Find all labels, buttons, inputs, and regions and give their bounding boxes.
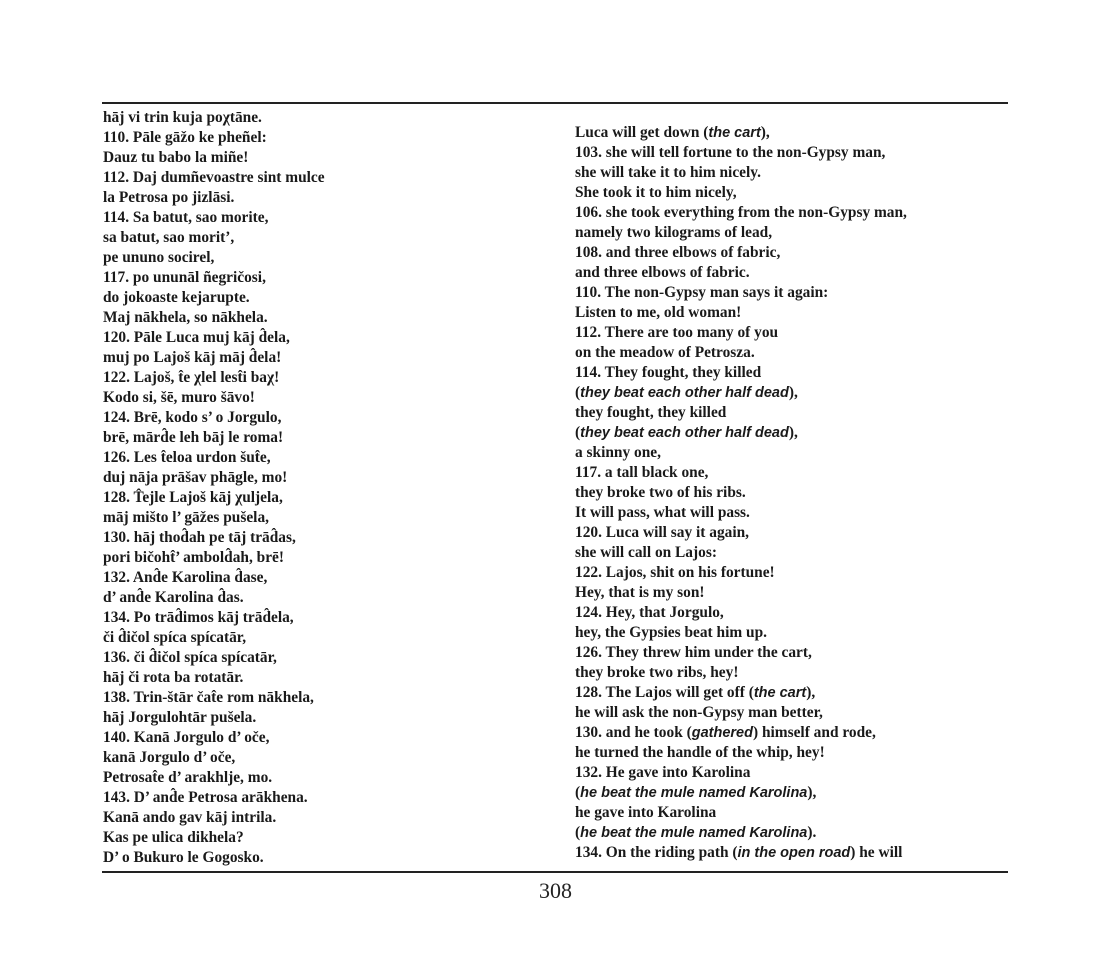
line-text: a skinny one, — [575, 444, 661, 461]
italic-gloss: in the open road — [737, 845, 851, 861]
line-text: she will take it to him nicely. — [575, 164, 761, 181]
translation-line — [575, 683, 907, 703]
line-text: ) himself and rode, — [752, 724, 876, 741]
line-text: 117. a tall black one, — [575, 464, 709, 481]
line-text: 112. There are too many of you — [575, 324, 779, 341]
line-text: ), — [807, 784, 817, 801]
line-text: ( — [575, 784, 581, 801]
italic-gloss: he beat the mule named Karolina — [580, 785, 808, 801]
translation-line — [575, 243, 907, 263]
translation-line — [575, 423, 907, 443]
translation-line — [575, 563, 907, 583]
translation-line — [575, 343, 907, 363]
translation-line — [575, 663, 907, 683]
romani-line: 117. po ununāl ñegričosi, — [103, 269, 266, 286]
line-text: ( — [575, 424, 581, 441]
line-text: 120. Luca will say it again, — [575, 524, 750, 541]
romani-line: 130. hāj thod̂ah pe tāj trād̂as, — [103, 529, 296, 546]
romani-line: 132. And̂e Karolina d̂ase, — [103, 569, 268, 586]
italic-gloss: gathered — [691, 725, 753, 741]
romani-line: Kanā ando gav kāj intrila. — [103, 809, 277, 826]
line-text: 134. On the riding path ( — [575, 844, 738, 861]
romani-line: Dauz tu babo la miñe! — [103, 149, 249, 166]
line-text: 114. They fought, they killed — [575, 364, 762, 381]
translation-line — [575, 503, 907, 523]
romani-line: do jokoaste kejarupte. — [103, 289, 250, 306]
romani-line: Kas pe ulica dikhela? — [103, 829, 244, 846]
line-text: 103. she will tell fortune to the non-Gypsy man, — [575, 144, 886, 161]
romani-line: 126. Les t̂eloa urdon šut̂e, — [103, 449, 271, 466]
translation-line — [575, 743, 907, 763]
translation-line — [575, 523, 907, 543]
line-text: ), — [788, 424, 798, 441]
romani-line: či d̂ičol spíca spícatār, — [103, 629, 247, 646]
line-text: he gave into Karolina — [575, 804, 717, 821]
line-text: ) he will — [850, 844, 903, 861]
line-text: She took it to him nicely, — [575, 184, 737, 201]
translation-line — [575, 283, 907, 303]
romani-line: muj po Lajoš kāj māj d̂ela! — [103, 349, 282, 366]
line-text: 130. and he took ( — [575, 724, 692, 741]
line-text: ( — [575, 824, 581, 841]
translation-line — [575, 363, 907, 383]
translation-line — [575, 303, 907, 323]
romani-line: 136. či d̂ičol spíca spícatār, — [103, 649, 277, 666]
romani-line: 124. Brē, kodo s’ o Jorgulo, — [103, 409, 282, 426]
line-text: they broke two of his ribs. — [575, 484, 746, 501]
translation-line — [575, 723, 907, 743]
italic-gloss: the cart — [753, 685, 807, 701]
romani-line: d’ and̂e Karolina d̂as. — [103, 589, 244, 606]
translation-line — [575, 383, 907, 403]
romani-line: la Petrosa po jizlāsi. — [103, 189, 235, 206]
translation-line — [575, 803, 907, 823]
translation-line — [575, 703, 907, 723]
line-text: Hey, that is my son! — [575, 584, 705, 601]
line-text: 128. The Lajos will get off ( — [575, 684, 754, 701]
romani-line: 128. T̂ejle Lajoš kāj χuljela, — [103, 489, 283, 506]
line-text: 126. They threw him under the cart, — [575, 644, 812, 661]
translation-line — [575, 183, 907, 203]
romani-text-column — [103, 108, 325, 868]
translation-line — [575, 543, 907, 563]
translation-line — [575, 783, 907, 803]
translation-line — [575, 403, 907, 423]
translation-line — [575, 763, 907, 783]
romani-line: 120. Pāle Luca muj kāj d̂ela, — [103, 329, 290, 346]
translation-line — [575, 623, 907, 643]
line-text: ( — [575, 384, 581, 401]
line-text: 132. He gave into Karolina — [575, 764, 751, 781]
romani-line: pe ununo socirel, — [103, 249, 215, 266]
romani-line: hāj Jorgulohtār pušela. — [103, 709, 257, 726]
romani-line: D’ o Bukuro le Gogosko. — [103, 849, 264, 866]
line-text: 122. Lajos, shit on his fortune! — [575, 564, 775, 581]
translation-line — [575, 263, 907, 283]
italic-gloss: they beat each other half dead — [580, 425, 789, 441]
translation-line — [575, 123, 907, 143]
line-text: 110. The non-Gypsy man says it again: — [575, 284, 829, 301]
line-text: ), — [760, 124, 770, 141]
romani-line: Kodo si, šē, muro šāvo! — [103, 389, 255, 406]
line-text: 124. Hey, that Jorgulo, — [575, 604, 724, 621]
line-text: and three elbows of fabric. — [575, 264, 750, 281]
translation-line — [575, 163, 907, 183]
romani-line: hāj vi trin kuja poχtāne. — [103, 109, 262, 126]
line-text: 106. she took everything from the non-Gypsy man, — [575, 204, 907, 221]
line-text: Listen to me, old woman! — [575, 304, 742, 321]
line-text: ), — [788, 384, 798, 401]
romani-line: 112. Daj dumñevoastre sint mulce — [103, 169, 325, 186]
romani-line: 110. Pāle gāžo ke pheñel: — [103, 129, 267, 146]
line-text: hey, the Gypsies beat him up. — [575, 624, 767, 641]
romani-line: sa batut, sao morit’, — [103, 229, 235, 246]
italic-gloss: they beat each other half dead — [580, 385, 789, 401]
page-number: 308 — [539, 878, 572, 903]
line-text: ). — [807, 824, 817, 841]
translation-line — [575, 223, 907, 243]
romani-line: brē, mārd̂e leh bāj le roma! — [103, 429, 284, 446]
translation-line — [575, 323, 907, 343]
italic-gloss: the cart — [708, 125, 761, 141]
romani-line: 122. Lajoš, t̂e χlel lest̂i baχ! — [103, 369, 280, 386]
line-text: they broke two ribs, hey! — [575, 664, 739, 681]
translation-line — [575, 843, 907, 863]
romani-line: 143. D’ and̂e Petrosa arākhena. — [103, 789, 308, 806]
italic-gloss: he beat the mule named Karolina — [580, 825, 808, 841]
line-text: Luca will get down ( — [575, 124, 709, 141]
romani-line: 114. Sa batut, sao morite, — [103, 209, 269, 226]
line-text: she will call on Lajos: — [575, 544, 717, 561]
line-text: namely two kilograms of lead, — [575, 224, 773, 241]
romani-line: 140. Kanā Jorgulo d’ oče, — [103, 729, 270, 746]
line-text: ), — [806, 684, 816, 701]
translation-line — [575, 203, 907, 223]
romani-line: kanā Jorgulo d’ oče, — [103, 749, 236, 766]
line-text: on the meadow of Petrosza. — [575, 344, 755, 361]
bottom-rule — [102, 871, 1008, 873]
line-text: he turned the handle of the whip, hey! — [575, 744, 825, 761]
translation-line — [575, 483, 907, 503]
line-text: It will pass, what will pass. — [575, 504, 750, 521]
translation-line — [575, 643, 907, 663]
line-text: he will ask the non-Gypsy man better, — [575, 704, 823, 721]
line-text: they fought, they killed — [575, 404, 727, 421]
romani-line: hāj či rota ba rotatār. — [103, 669, 244, 686]
romani-line: 134. Po trād̂imos kāj trād̂ela, — [103, 609, 294, 626]
romani-line: Maj nākhela, so nākhela. — [103, 309, 268, 326]
romani-line: 138. Trin-štār čat̂e rom nākhela, — [103, 689, 314, 706]
english-translation-column — [575, 123, 907, 863]
top-rule — [102, 102, 1008, 104]
translation-line — [575, 823, 907, 843]
romani-line: pori bičoht̂’ ambold̂ah, brē! — [103, 549, 284, 566]
translation-line — [575, 463, 907, 483]
translation-line — [575, 603, 907, 623]
romani-line: māj mišto l’ gāžes pušela, — [103, 509, 269, 526]
romani-line: duj nāja prāšav phāgle, mo! — [103, 469, 288, 486]
translation-line — [575, 583, 907, 603]
translation-line — [575, 443, 907, 463]
translation-line — [575, 143, 907, 163]
romani-line: Petrosat̂e d’ arakhlje, mo. — [103, 769, 273, 786]
line-text: 108. and three elbows of fabric, — [575, 244, 781, 261]
